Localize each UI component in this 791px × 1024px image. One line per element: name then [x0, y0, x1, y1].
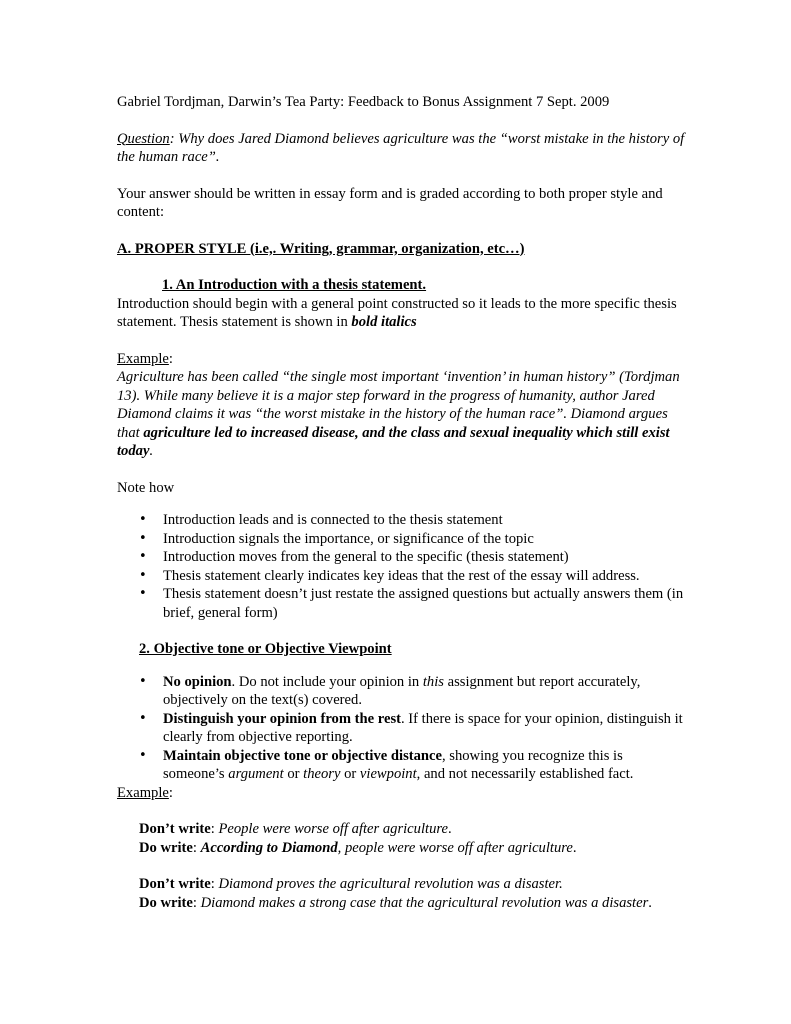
example-1-label: Example: — [117, 350, 173, 367]
question-label: Question — [117, 130, 170, 147]
example-2-label: Example: — [117, 784, 173, 801]
question-paragraph: Question: Why does Jared Diamond believes agriculture was the “worst mistake in the history of the human race”. — [117, 130, 685, 165]
document-page — [117, 93, 687, 912]
note-bullet-list — [117, 511, 687, 622]
list-item: • Thesis statement clearly indicates key ideas that the rest of the essay will address. — [117, 567, 687, 586]
subsection-2-heading: 2. Objective tone or Objective Viewpoint — [139, 641, 392, 657]
list-item: • Introduction signals the importance, or significance of the topic — [117, 530, 687, 549]
subsection-1-description: Introduction should begin with a general point constructed so it leads to the more specific thesis statement. Thesis statement is shown in bold italics — [117, 295, 677, 330]
dont-write-1: Don’t write: People were worse off after agriculture. — [139, 821, 452, 837]
list-item: • No opinion. Do not include your opinion in this assignment but report accurately, objectively on the text(s) covered. — [117, 673, 687, 710]
do-write-2: Do write: Diamond makes a strong case that the agricultural revolution was a disaster. — [139, 894, 652, 911]
document-header: Gabriel Tordjman, Darwin’s Tea Party: Feedback to Bonus Assignment 7 Sept. 2009 — [117, 94, 610, 110]
list-item: • Maintain objective tone or objective distance, showing you recognize this is someone’s argument or theory or viewpoint, and not necessarily established fact. — [117, 747, 687, 784]
example-1-text: Agriculture has been called “the single most important ‘invention’ in human history” (Tordjman 13). While many believe it is a major step forward in the progress of humanity, author Jared Diamond claims it was “the worst mistake in the history of the human race”. Diamond argues that agriculture led to increased disease, and the class and sexual inequality which still exist today. — [117, 369, 680, 459]
list-item: • Thesis statement doesn’t just restate the assigned questions but actually answers them (in brief, general form) — [117, 585, 687, 622]
section-a-heading: A. PROPER STYLE (i.e,. Writing, grammar, organization, etc…) — [117, 240, 525, 257]
do-write-1: Do write: According to Diamond, people were worse off after agriculture. — [139, 839, 577, 856]
subsection-1-heading: 1. An Introduction with a thesis statement. — [162, 277, 427, 293]
list-item: • Introduction leads and is connected to the thesis statement — [117, 511, 687, 530]
note-how-label: Note how — [117, 479, 175, 496]
question-text: Why does Jared Diamond believes agriculture was the “worst mistake in the history of the human race”. — [117, 130, 685, 165]
list-item: • Distinguish your opinion from the rest. If there is space for your opinion, distinguish it clearly from objective reporting. — [117, 710, 687, 747]
assignment-intro: Your answer should be written in essay form and is graded according to both proper style and content: — [117, 185, 663, 220]
objective-bullet-list — [117, 673, 687, 784]
list-item: • Introduction moves from the general to the specific (thesis statement) — [117, 548, 687, 567]
dont-write-2: Don’t write: Diamond proves the agricultural revolution was a disaster. — [139, 876, 563, 892]
thesis-statement: agriculture led to increased disease, and the class and sexual inequality which still exist today — [117, 424, 670, 459]
